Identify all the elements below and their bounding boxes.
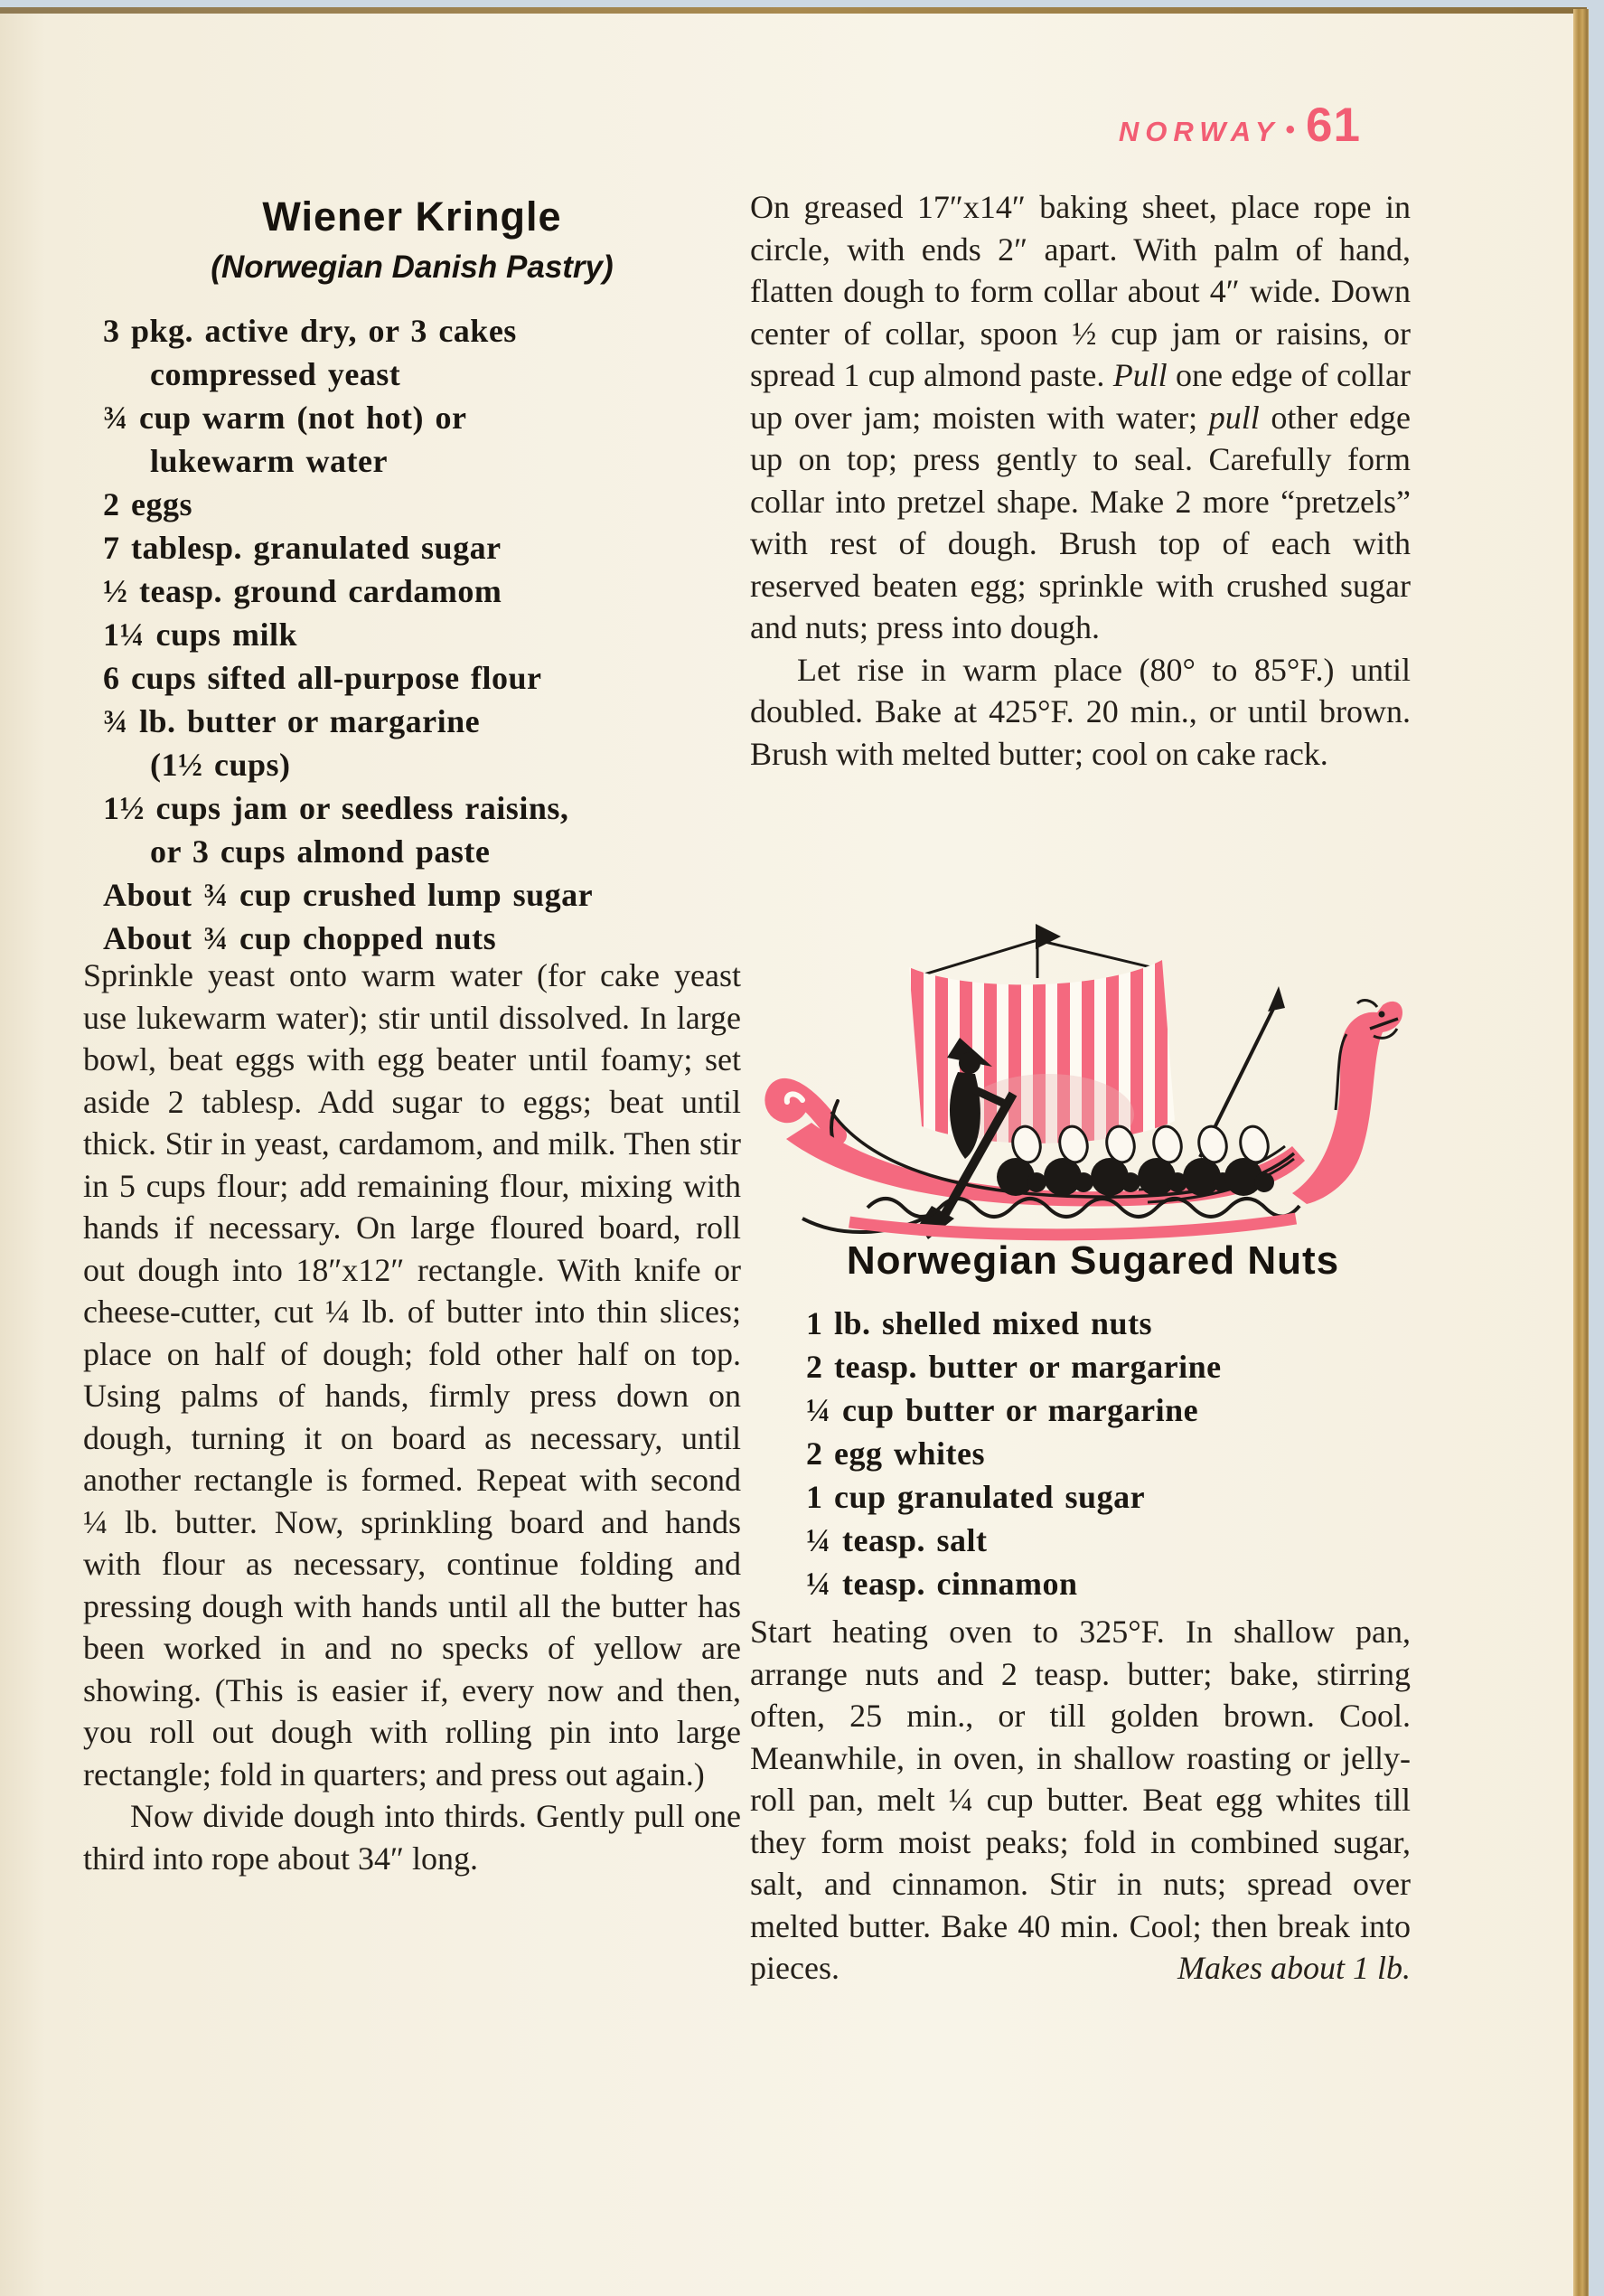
ingredient-line: 1 lb. shelled mixed nuts: [806, 1305, 1153, 1341]
ingredient-line: ¼ cup butter or margarine: [806, 1392, 1199, 1428]
recipe-title-kringle: Wiener Kringle: [262, 193, 562, 240]
direction-paragraph: Let rise in warm place (80° to 85°F.) until doubled. Bake at 425°F. 20 min., or until brown. Brush with melted butter; cool on cake rack.: [750, 651, 1411, 772]
ingredient-line: or 3 cups almond paste: [150, 833, 491, 870]
directions-nuts-paragraphs: [750, 1611, 1411, 1990]
directions-nuts: [750, 1611, 1411, 1990]
directions-kringle-continued: [750, 186, 1411, 775]
left-column: [83, 0, 741, 2296]
rowers-icon: [997, 1124, 1274, 1196]
ingredient-list-nuts: [750, 1302, 1467, 1605]
ingredient-line: 6 cups sifted all-purpose flour: [103, 660, 542, 696]
ingredient-line: lukewarm water: [150, 443, 388, 479]
ingredient-line: 3 pkg. active dry, or 3 cakes: [103, 313, 517, 349]
direction-paragraph: Start heating oven to 325°F. In shallow pan, arrange nuts and 2 teasp. butter; bake, stirring often, 25 min., or till golden brown. Cool. Meanwhile, in oven, in shallow roasting or jelly-roll pan, melt ¼ cup butter. Beat egg whites till they form moist peaks; fold in combined sugar, salt, and cinnamon. Stir in nuts; spread over melted butter. Bake 40 min. Cool; then break into pieces.: [750, 1614, 1411, 1986]
directions-kringle: [83, 955, 741, 1879]
direction-paragraph: Sprinkle yeast onto warm water (for cake yeast use lukewarm water); stir until dissolved. In large bowl, beat eggs with egg beater until foamy; set aside 2 tablesp. Add sugar to eggs; beat until thick. Stir in yeast, cardamom, and milk. Then stir in 5 cups flour; add remaining flour, mixing with hands if necessary. On large floured board, roll out dough into 18″x12″ rectangle. With knife or cheese-cutter, cut ¼ lb. of butter into thin slices; place on half of dough; fold other half on top. Using palms of hands, firmly press down on dough, turning it on board as necessary, until another rectangle is formed. Repeat with second ¼ lb. butter. Now, sprinkling board and hands with flour as necessary, continue folding and pressing dough with hands until all the butter has been worked in and no specks of yellow are showing. (This is easier if, every now and then, you roll out dough with rolling pin into large rectangle; fold in quarters; and press out again.): [83, 957, 741, 1793]
striped-sail-icon: [904, 947, 1180, 1155]
ingredient-line: 2 teasp. butter or margarine: [806, 1349, 1222, 1385]
ingredient-line: 1 cup granulated sugar: [806, 1479, 1146, 1515]
ingredient-line: 7 tablesp. granulated sugar: [103, 530, 502, 566]
ingredient-line: ¼ teasp. cinnamon: [806, 1566, 1078, 1602]
recipe-subtitle-kringle: (Norwegian Danish Pastry): [211, 249, 614, 285]
ingredient-line: ¾ lb. butter or margarine: [103, 703, 481, 739]
ingredient-line: About ¾ cup crushed lump sugar: [103, 877, 594, 913]
direction-paragraph: On greased 17″x14″ baking sheet, place rope in circle, with ends 2″ apart. With palm of hand, flatten dough to form collar about 4″ wide. Down center of collar, spoon ½ cup jam or raisins, or spread 1 cup almond paste. Pull one edge of collar up over jam; moisten with water; pull other edge up on top; press gently to seal. Carefully form collar into pretzel shape. Make 2 more “pretzels” with rest of dough. Brush top of each with reserved beaten egg; sprinkle with crushed sugar and nuts; press into dough.: [750, 189, 1411, 645]
ingredient-line: 2 eggs: [103, 486, 192, 522]
direction-paragraph: Now divide dough into thirds. Gently pull one third into rope about 34″ long.: [83, 1798, 741, 1877]
header-bullet-icon: •: [1285, 115, 1296, 145]
ingredient-line: About ¾ cup chopped nuts: [103, 920, 497, 956]
ingredient-line: ¾ cup warm (not hot) or: [103, 400, 467, 436]
right-column: [750, 0, 1411, 2296]
ingredient-line: ½ teasp. ground cardamom: [103, 573, 502, 609]
page-number: 61: [1306, 99, 1361, 152]
recipe-title-nuts: Norwegian Sugared Nuts: [846, 1238, 1340, 1283]
ingredient-line: 1¼ cups milk: [103, 616, 298, 653]
dragon-head-icon: [1292, 1001, 1402, 1204]
region-label: NORWAY: [1118, 116, 1280, 147]
viking-ship-illustration: [750, 920, 1411, 1242]
ingredient-line: 1½ cups jam or seedless raisins,: [103, 790, 569, 826]
ingredient-line: compressed yeast: [150, 356, 401, 392]
ingredient-line: ¼ teasp. salt: [806, 1522, 988, 1558]
yield-note: Makes about 1 lb.: [1177, 1950, 1411, 1986]
ingredient-line: (1½ cups): [150, 747, 291, 783]
page-right-edge: [1573, 9, 1589, 2296]
ingredient-list-kringle: [83, 309, 761, 960]
ingredient-line: 2 egg whites: [806, 1435, 985, 1472]
